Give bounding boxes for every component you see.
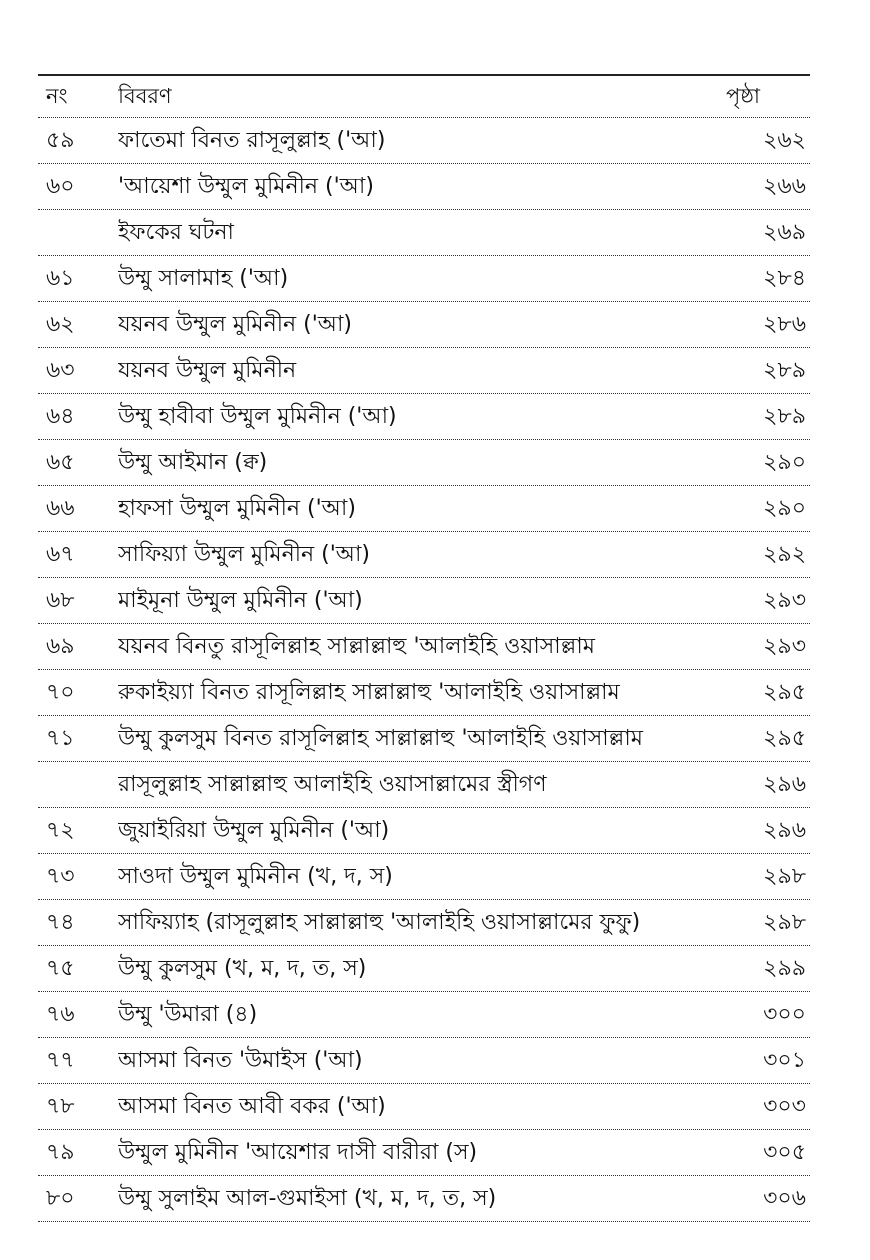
toc-entry-page: ২৬২ (763, 127, 806, 153)
toc-row (38, 1084, 810, 1130)
toc-entry-page: ২৯৩ (763, 587, 806, 613)
toc-entry-page: ২৯৩ (763, 633, 806, 659)
toc-entry-number: ৬৫ (46, 449, 75, 475)
toc-row (38, 762, 810, 808)
toc-entry-number: ৬১ (46, 265, 75, 291)
toc-entry-number: ৫৯ (46, 127, 75, 153)
toc-entry-number: ৬৭ (46, 541, 75, 567)
toc-entry-title: যয়নব উম্মুল মুমিনীন (118, 357, 297, 383)
toc-entry-title: ইফকের ঘটনা (118, 219, 234, 245)
toc-entry-title: উম্মুল মুমিনীন 'আয়েশার দাসী বারীরা (স) (118, 1139, 478, 1165)
toc-entry-title: যয়নব বিনতু রাসূলিল্লাহ সাল্লাল্লাহু 'আলাইহি ওয়াসাল্লাম (118, 633, 595, 659)
toc-entry-title: উম্মু কুলসুম বিনত রাসূলিল্লাহ সাল্লাল্লাহু 'আলাইহি ওয়াসাল্লাম (118, 725, 643, 751)
toc-entry-title: উম্মু হাবীবা উম্মুল মুমিনীন ('আ) (118, 403, 397, 429)
toc-entry-title: উম্মু সালামাহ ('আ) (118, 265, 289, 291)
toc-entry-title: 'আয়েশা উম্মুল মুমিনীন ('আ) (118, 173, 374, 199)
toc-entry-page: ২৯৬ (763, 771, 806, 797)
toc-entry-title: রাসূলুল্লাহ সাল্লাল্লাহু আলাইহি ওয়াসাল্লামের স্ত্রীগণ (118, 771, 547, 797)
toc-row (38, 992, 810, 1038)
toc-entry-title: আসমা বিনত আবী বকর ('আ) (118, 1093, 386, 1119)
header-description: বিবরণ (118, 84, 172, 108)
header-row (38, 76, 810, 118)
toc-entry-number: ৭৩ (46, 863, 75, 889)
toc-entry-number: ৭৭ (46, 1047, 75, 1073)
toc-entry-page: ২৯৫ (763, 725, 806, 751)
toc-entry-page: ৩০৬ (763, 1185, 806, 1211)
toc-entry-title: হাফসা উম্মুল মুমিনীন ('আ) (118, 495, 356, 521)
table-of-contents (38, 74, 810, 1222)
toc-entry-title: যয়নব উম্মুল মুমিনীন ('আ) (118, 311, 353, 337)
toc-entry-title: ফাতেমা বিনত রাসূলুল্লাহ ('আ) (118, 127, 386, 153)
toc-entry-page: ৩০৩ (763, 1093, 806, 1119)
header-number: নং (46, 84, 68, 108)
toc-entry-page: ২৬৯ (763, 219, 806, 245)
toc-entry-page: ২৯২ (763, 541, 806, 567)
toc-entry-number (46, 762, 106, 807)
toc-entry-number: ৬০ (46, 173, 75, 199)
toc-entry-page: ২৯৫ (763, 679, 806, 705)
toc-row (38, 946, 810, 992)
toc-row (38, 578, 810, 624)
toc-row (38, 348, 810, 394)
toc-entry-number (46, 210, 106, 255)
toc-row (38, 486, 810, 532)
toc-entry-page: ২৯৮ (763, 863, 806, 889)
toc-entry-number: ৭২ (46, 817, 75, 843)
toc-entry-page: ২৮৬ (763, 311, 806, 337)
toc-entry-page: ২৮৪ (763, 265, 806, 291)
toc-entry-page: ২৯৬ (763, 817, 806, 843)
toc-entry-title: মাইমূনা উম্মুল মুমিনীন ('আ) (118, 587, 363, 613)
toc-entry-number: ৭৫ (46, 955, 75, 981)
toc-entry-number: ৭৪ (46, 909, 75, 935)
toc-row (38, 1038, 810, 1084)
toc-entry-page: ২৬৬ (763, 173, 806, 199)
toc-row (38, 118, 810, 164)
toc-row (38, 808, 810, 854)
toc-entry-page: ২৮৯ (763, 357, 806, 383)
toc-row (38, 900, 810, 946)
toc-entry-title: আসমা বিনত 'উমাইস ('আ) (118, 1047, 363, 1073)
toc-entry-title: জুয়াইরিয়া উম্মুল মুমিনীন ('আ) (118, 817, 390, 843)
toc-entry-title: সাফিয়্যাহ (রাসূলুল্লাহ সাল্লাল্লাহু 'আলাইহি ওয়াসাল্লামের ফুফু) (118, 909, 641, 935)
toc-entry-number: ৮০ (46, 1185, 75, 1211)
toc-entry-number: ৬৩ (46, 357, 75, 383)
toc-entry-title: উম্মু 'উমারা (৪) (118, 1001, 258, 1027)
toc-row (38, 440, 810, 486)
toc-entry-number: ৬২ (46, 311, 75, 337)
toc-entry-page: ২৯৯ (763, 955, 806, 981)
toc-row (38, 854, 810, 900)
toc-row (38, 1176, 810, 1222)
toc-entry-number: ৭০ (46, 679, 75, 705)
toc-row (38, 1130, 810, 1176)
toc-entry-page: ৩০০ (763, 1001, 806, 1027)
toc-entry-number: ৬৬ (46, 495, 75, 521)
toc-entry-page: ২৯০ (763, 449, 806, 475)
toc-entry-number: ৭১ (46, 725, 75, 751)
toc-row (38, 532, 810, 578)
toc-row (38, 716, 810, 762)
toc-row (38, 256, 810, 302)
toc-entry-title: রুকাইয়্যা বিনত রাসূলিল্লাহ সাল্লাল্লাহু 'আলাইহি ওয়াসাল্লাম (118, 679, 620, 705)
toc-row (38, 302, 810, 348)
toc-entry-number: ৭৬ (46, 1001, 75, 1027)
toc-row (38, 164, 810, 210)
toc-entry-page: ২৯৮ (763, 909, 806, 935)
toc-row (38, 394, 810, 440)
toc-entry-title: উম্মু কুলসুম (খ, ম, দ, ত, স) (118, 955, 367, 981)
toc-entry-title: সাফিয়্যা উম্মুল মুমিনীন ('আ) (118, 541, 371, 567)
toc-entry-title: উম্মু আইমান (ক্ব) (118, 449, 268, 475)
toc-entry-title: উম্মু সুলাইম আল-গুমাইসা (খ, ম, দ, ত, স) (118, 1185, 497, 1211)
toc-entry-page: ২৮৯ (763, 403, 806, 429)
header-page: পৃষ্ঠা (726, 84, 761, 108)
toc-row (38, 210, 810, 256)
toc-row (38, 670, 810, 716)
toc-entry-title: সাওদা উম্মুল মুমিনীন (খ, দ, স) (118, 863, 393, 889)
toc-entry-number: ৬৪ (46, 403, 75, 429)
toc-entry-page: ২৯০ (763, 495, 806, 521)
toc-entry-number: ৬৮ (46, 587, 75, 613)
toc-row (38, 624, 810, 670)
toc-entry-number: ৬৯ (46, 633, 75, 659)
toc-rows (38, 118, 810, 1222)
toc-entry-number: ৭৯ (46, 1139, 75, 1165)
toc-entry-number: ৭৮ (46, 1093, 75, 1119)
toc-entry-page: ৩০১ (763, 1047, 806, 1073)
toc-entry-page: ৩০৫ (763, 1139, 806, 1165)
